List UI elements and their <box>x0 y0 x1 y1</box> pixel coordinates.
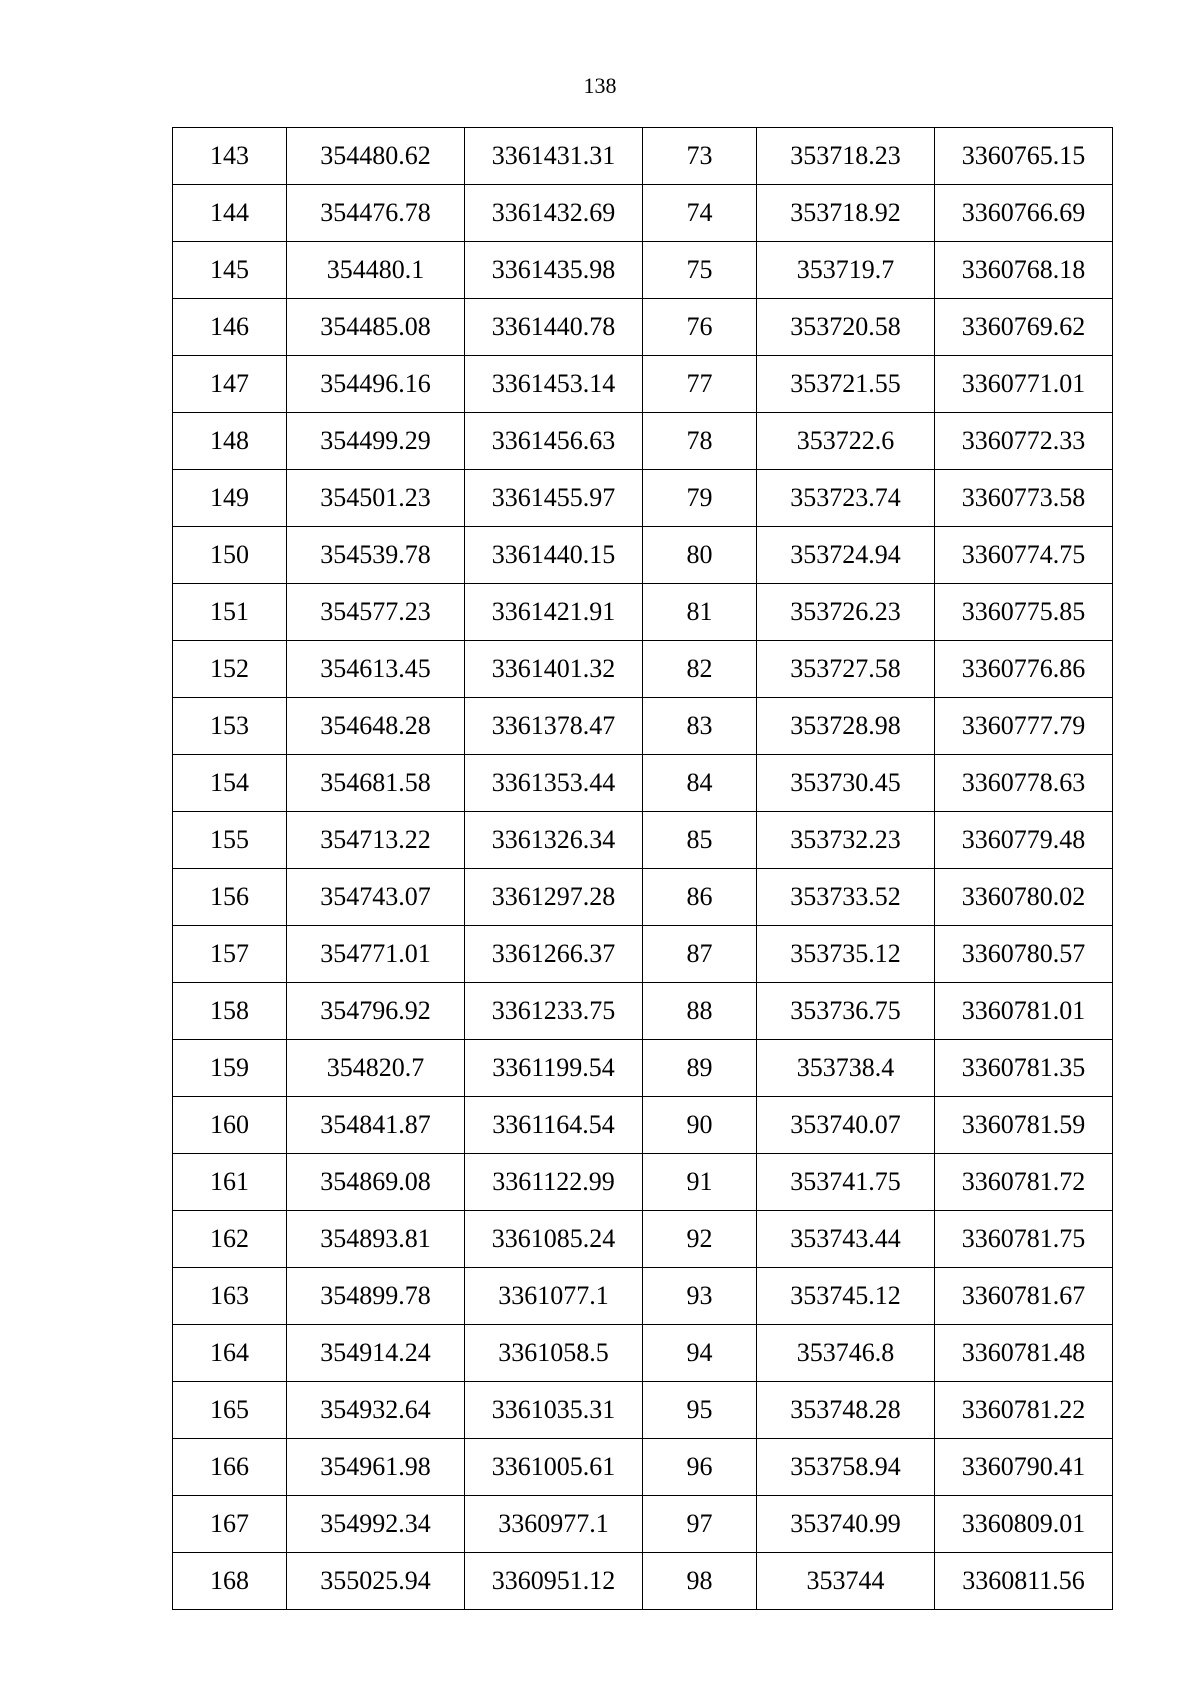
table-cell-point-number: 85 <box>643 812 757 869</box>
table-cell-x-coordinate: 353746.8 <box>757 1325 935 1382</box>
table-cell-y-coordinate: 3360781.67 <box>935 1268 1113 1325</box>
table-cell-y-coordinate: 3361453.14 <box>465 356 643 413</box>
table-cell-x-coordinate: 354992.34 <box>287 1496 465 1553</box>
table-row <box>173 1097 1113 1154</box>
table-cell-y-coordinate: 3360781.72 <box>935 1154 1113 1211</box>
table-cell-y-coordinate: 3360771.01 <box>935 356 1113 413</box>
table-cell-point-number: 77 <box>643 356 757 413</box>
table-cell-x-coordinate: 354485.08 <box>287 299 465 356</box>
table-cell-x-coordinate: 353732.23 <box>757 812 935 869</box>
table-cell-point-number: 154 <box>173 755 287 812</box>
table-cell-point-number: 160 <box>173 1097 287 1154</box>
table-cell-point-number: 150 <box>173 527 287 584</box>
table-cell-point-number: 165 <box>173 1382 287 1439</box>
table-cell-x-coordinate: 354501.23 <box>287 470 465 527</box>
table-row <box>173 356 1113 413</box>
table-cell-y-coordinate: 3361085.24 <box>465 1211 643 1268</box>
table-cell-y-coordinate: 3360951.12 <box>465 1553 643 1610</box>
table-cell-y-coordinate: 3360765.15 <box>935 128 1113 185</box>
table-cell-point-number: 96 <box>643 1439 757 1496</box>
table-cell-x-coordinate: 353738.4 <box>757 1040 935 1097</box>
table-cell-x-coordinate: 353718.92 <box>757 185 935 242</box>
table-cell-point-number: 163 <box>173 1268 287 1325</box>
table-cell-y-coordinate: 3360781.35 <box>935 1040 1113 1097</box>
table-cell-x-coordinate: 353718.23 <box>757 128 935 185</box>
table-cell-y-coordinate: 3361455.97 <box>465 470 643 527</box>
table-row <box>173 1268 1113 1325</box>
table-row <box>173 242 1113 299</box>
table-cell-y-coordinate: 3360781.75 <box>935 1211 1113 1268</box>
table-cell-y-coordinate: 3360790.41 <box>935 1439 1113 1496</box>
table-cell-y-coordinate: 3361077.1 <box>465 1268 643 1325</box>
table-cell-y-coordinate: 3361266.37 <box>465 926 643 983</box>
table-row <box>173 1496 1113 1553</box>
table-cell-x-coordinate: 353722.6 <box>757 413 935 470</box>
table-cell-x-coordinate: 354743.07 <box>287 869 465 926</box>
table-cell-x-coordinate: 353736.75 <box>757 983 935 1040</box>
table-cell-point-number: 145 <box>173 242 287 299</box>
table-cell-y-coordinate: 3360769.62 <box>935 299 1113 356</box>
table-cell-point-number: 152 <box>173 641 287 698</box>
table-cell-y-coordinate: 3361401.32 <box>465 641 643 698</box>
table-cell-point-number: 144 <box>173 185 287 242</box>
table-cell-point-number: 86 <box>643 869 757 926</box>
table-cell-point-number: 148 <box>173 413 287 470</box>
table-cell-x-coordinate: 354713.22 <box>287 812 465 869</box>
table-cell-y-coordinate: 3361435.98 <box>465 242 643 299</box>
table-cell-y-coordinate: 3360809.01 <box>935 1496 1113 1553</box>
table-cell-x-coordinate: 354613.45 <box>287 641 465 698</box>
table-cell-x-coordinate: 354932.64 <box>287 1382 465 1439</box>
table-cell-y-coordinate: 3360977.1 <box>465 1496 643 1553</box>
table-cell-x-coordinate: 353727.58 <box>757 641 935 698</box>
table-cell-y-coordinate: 3361035.31 <box>465 1382 643 1439</box>
table-cell-y-coordinate: 3361440.15 <box>465 527 643 584</box>
table-cell-point-number: 80 <box>643 527 757 584</box>
table-cell-y-coordinate: 3360779.48 <box>935 812 1113 869</box>
table-row <box>173 983 1113 1040</box>
table-cell-point-number: 81 <box>643 584 757 641</box>
table-cell-x-coordinate: 353720.58 <box>757 299 935 356</box>
table-cell-y-coordinate: 3361005.61 <box>465 1439 643 1496</box>
table-cell-y-coordinate: 3361164.54 <box>465 1097 643 1154</box>
table-row <box>173 1040 1113 1097</box>
coordinate-table <box>172 127 1113 1610</box>
table-cell-point-number: 153 <box>173 698 287 755</box>
table-cell-x-coordinate: 354648.28 <box>287 698 465 755</box>
table-cell-x-coordinate: 355025.94 <box>287 1553 465 1610</box>
table-cell-y-coordinate: 3360774.75 <box>935 527 1113 584</box>
table-cell-x-coordinate: 354796.92 <box>287 983 465 1040</box>
table-cell-y-coordinate: 3360781.22 <box>935 1382 1113 1439</box>
table-cell-point-number: 78 <box>643 413 757 470</box>
table-cell-x-coordinate: 354480.62 <box>287 128 465 185</box>
table-cell-y-coordinate: 3360780.57 <box>935 926 1113 983</box>
table-cell-point-number: 93 <box>643 1268 757 1325</box>
table-cell-x-coordinate: 354539.78 <box>287 527 465 584</box>
table-row <box>173 926 1113 983</box>
table-cell-point-number: 89 <box>643 1040 757 1097</box>
table-row <box>173 299 1113 356</box>
table-cell-y-coordinate: 3361421.91 <box>465 584 643 641</box>
table-row <box>173 584 1113 641</box>
table-cell-y-coordinate: 3360772.33 <box>935 413 1113 470</box>
table-cell-point-number: 92 <box>643 1211 757 1268</box>
table-cell-point-number: 79 <box>643 470 757 527</box>
table-cell-y-coordinate: 3361122.99 <box>465 1154 643 1211</box>
table-cell-x-coordinate: 353743.44 <box>757 1211 935 1268</box>
table-cell-y-coordinate: 3360778.63 <box>935 755 1113 812</box>
table-cell-y-coordinate: 3361432.69 <box>465 185 643 242</box>
table-cell-point-number: 156 <box>173 869 287 926</box>
table-cell-y-coordinate: 3361233.75 <box>465 983 643 1040</box>
table-cell-point-number: 147 <box>173 356 287 413</box>
table-cell-y-coordinate: 3361058.5 <box>465 1325 643 1382</box>
table-cell-x-coordinate: 354499.29 <box>287 413 465 470</box>
table-cell-x-coordinate: 353724.94 <box>757 527 935 584</box>
table-cell-point-number: 94 <box>643 1325 757 1382</box>
table-cell-point-number: 161 <box>173 1154 287 1211</box>
table-cell-y-coordinate: 3360776.86 <box>935 641 1113 698</box>
table-cell-y-coordinate: 3360781.48 <box>935 1325 1113 1382</box>
table-cell-point-number: 149 <box>173 470 287 527</box>
table-row <box>173 1154 1113 1211</box>
table-cell-point-number: 162 <box>173 1211 287 1268</box>
table-cell-point-number: 166 <box>173 1439 287 1496</box>
table-cell-x-coordinate: 354893.81 <box>287 1211 465 1268</box>
table-cell-x-coordinate: 354476.78 <box>287 185 465 242</box>
table-row <box>173 1382 1113 1439</box>
table-cell-point-number: 143 <box>173 128 287 185</box>
table-cell-x-coordinate: 353723.74 <box>757 470 935 527</box>
table-cell-y-coordinate: 3361326.34 <box>465 812 643 869</box>
table-cell-point-number: 158 <box>173 983 287 1040</box>
table-cell-point-number: 91 <box>643 1154 757 1211</box>
table-cell-y-coordinate: 3361456.63 <box>465 413 643 470</box>
table-cell-point-number: 83 <box>643 698 757 755</box>
table-cell-point-number: 168 <box>173 1553 287 1610</box>
table-row <box>173 755 1113 812</box>
table-cell-y-coordinate: 3360768.18 <box>935 242 1113 299</box>
table-cell-y-coordinate: 3361199.54 <box>465 1040 643 1097</box>
table-cell-point-number: 155 <box>173 812 287 869</box>
table-cell-x-coordinate: 354914.24 <box>287 1325 465 1382</box>
table-cell-x-coordinate: 353744 <box>757 1553 935 1610</box>
table-cell-y-coordinate: 3360781.01 <box>935 983 1113 1040</box>
table-cell-y-coordinate: 3360773.58 <box>935 470 1113 527</box>
table-cell-x-coordinate: 354961.98 <box>287 1439 465 1496</box>
table-cell-y-coordinate: 3360781.59 <box>935 1097 1113 1154</box>
table-cell-point-number: 90 <box>643 1097 757 1154</box>
table-cell-point-number: 167 <box>173 1496 287 1553</box>
table-cell-x-coordinate: 353719.7 <box>757 242 935 299</box>
table-cell-y-coordinate: 3361378.47 <box>465 698 643 755</box>
table-cell-point-number: 97 <box>643 1496 757 1553</box>
table-cell-x-coordinate: 354820.7 <box>287 1040 465 1097</box>
table-cell-x-coordinate: 353758.94 <box>757 1439 935 1496</box>
table-cell-y-coordinate: 3360766.69 <box>935 185 1113 242</box>
table-cell-x-coordinate: 353748.28 <box>757 1382 935 1439</box>
table-cell-x-coordinate: 353728.98 <box>757 698 935 755</box>
table-row <box>173 128 1113 185</box>
table-cell-x-coordinate: 353745.12 <box>757 1268 935 1325</box>
table-cell-point-number: 88 <box>643 983 757 1040</box>
table-cell-x-coordinate: 354480.1 <box>287 242 465 299</box>
table-cell-point-number: 98 <box>643 1553 757 1610</box>
table-cell-point-number: 87 <box>643 926 757 983</box>
table-cell-x-coordinate: 354496.16 <box>287 356 465 413</box>
table-cell-y-coordinate: 3361353.44 <box>465 755 643 812</box>
table-body <box>173 128 1113 1610</box>
table-row <box>173 641 1113 698</box>
table-row <box>173 1325 1113 1382</box>
table-row <box>173 527 1113 584</box>
table-cell-x-coordinate: 354869.08 <box>287 1154 465 1211</box>
page-number: 138 <box>583 73 617 98</box>
table-cell-x-coordinate: 353733.52 <box>757 869 935 926</box>
table-cell-y-coordinate: 3360780.02 <box>935 869 1113 926</box>
table-row <box>173 185 1113 242</box>
table-row <box>173 413 1113 470</box>
table-cell-x-coordinate: 353721.55 <box>757 356 935 413</box>
table-cell-point-number: 74 <box>643 185 757 242</box>
table-cell-y-coordinate: 3361440.78 <box>465 299 643 356</box>
table-cell-point-number: 164 <box>173 1325 287 1382</box>
table-cell-x-coordinate: 354771.01 <box>287 926 465 983</box>
table-cell-x-coordinate: 353735.12 <box>757 926 935 983</box>
table-cell-x-coordinate: 353740.99 <box>757 1496 935 1553</box>
table-row <box>173 812 1113 869</box>
table-row <box>173 1553 1113 1610</box>
table-cell-y-coordinate: 3360775.85 <box>935 584 1113 641</box>
table-cell-y-coordinate: 3361431.31 <box>465 128 643 185</box>
table-cell-point-number: 146 <box>173 299 287 356</box>
table-cell-point-number: 73 <box>643 128 757 185</box>
table-row <box>173 470 1113 527</box>
table-cell-x-coordinate: 353726.23 <box>757 584 935 641</box>
table-cell-x-coordinate: 353740.07 <box>757 1097 935 1154</box>
table-cell-point-number: 84 <box>643 755 757 812</box>
table-row <box>173 1439 1113 1496</box>
table-cell-y-coordinate: 3360811.56 <box>935 1553 1113 1610</box>
table-cell-x-coordinate: 354899.78 <box>287 1268 465 1325</box>
table-cell-y-coordinate: 3361297.28 <box>465 869 643 926</box>
table-row <box>173 698 1113 755</box>
table-cell-point-number: 157 <box>173 926 287 983</box>
table-row <box>173 1211 1113 1268</box>
table-cell-x-coordinate: 354681.58 <box>287 755 465 812</box>
table-cell-point-number: 76 <box>643 299 757 356</box>
table-row <box>173 869 1113 926</box>
table-cell-x-coordinate: 354841.87 <box>287 1097 465 1154</box>
table-cell-point-number: 159 <box>173 1040 287 1097</box>
table-cell-point-number: 151 <box>173 584 287 641</box>
table-cell-x-coordinate: 354577.23 <box>287 584 465 641</box>
table-cell-y-coordinate: 3360777.79 <box>935 698 1113 755</box>
table-cell-x-coordinate: 353741.75 <box>757 1154 935 1211</box>
table-cell-point-number: 95 <box>643 1382 757 1439</box>
table-cell-x-coordinate: 353730.45 <box>757 755 935 812</box>
table-cell-point-number: 82 <box>643 641 757 698</box>
table-cell-point-number: 75 <box>643 242 757 299</box>
